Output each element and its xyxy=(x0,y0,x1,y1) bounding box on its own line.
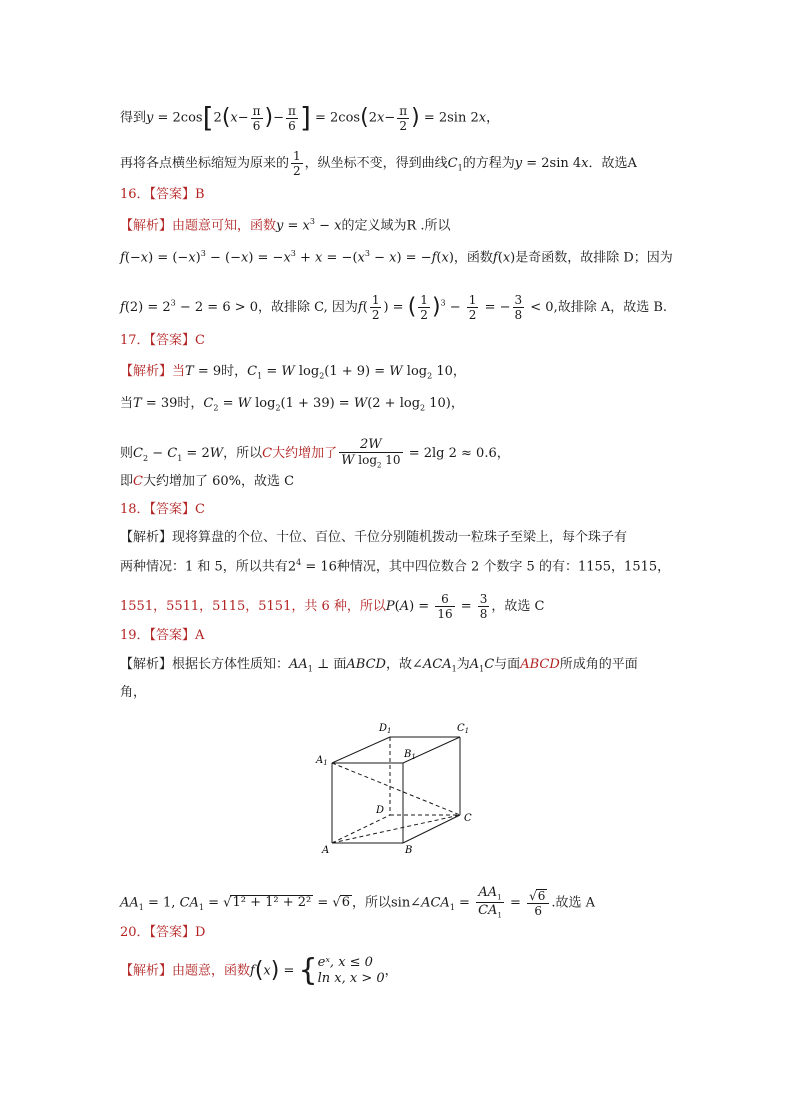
text: 的方程为 xyxy=(462,156,515,171)
text: .故选 A xyxy=(551,895,596,911)
q19-line-b: 角， xyxy=(120,685,147,700)
text: 是奇函数，故排除 D；因为 xyxy=(515,250,673,266)
text: 时， xyxy=(221,364,248,379)
q16-line-a: 【解析】由题意可知，函数$y = x^3 - x$的定义域为R .所以 xyxy=(120,217,451,234)
q17-line-b: 当T = 39时，$C_2 = W$ $\log_2(1 + 39) = W(2 + \log_2 10)$， xyxy=(120,396,464,413)
text: 大约增加了 xyxy=(272,446,338,462)
q19-line-a: 【解析】根据长方体性质知：$AA_1$ ⊥ 面ABCD，故$\angle ACA_1$为$A_1C$与面ABCD所成角的平面 xyxy=(120,657,638,674)
label-a1: $A_1$ xyxy=(316,755,328,767)
q18-line-a xyxy=(120,531,627,544)
line-1: 得到y = 2cos[2(x− $\frac{\pi}{6}$ )− $\frac{\pi}{6}$ ] = 2cos(2x− $\frac{\pi}{2}$ ) = 2sin 2x， xyxy=(120,101,500,134)
text: 当 xyxy=(120,396,134,411)
text: 面 xyxy=(333,657,347,672)
cuboid-diagram xyxy=(310,715,480,855)
q20-line-a: 【解析】由题意，函数f(x) = { eˣ, x ≤ 0 ln x, x > 0 ， xyxy=(120,953,398,988)
q19-line-d: $AA_1 = 1$, $CA_1 = √1^2 + 1^2 + 2^2 = √6$ ，所以$\sin\angle ACA_1$ = $\frac{AA_1}{CA_1}$ = $\frac{√6}{6}$ .故选 A xyxy=(120,885,596,920)
q17-line-c: 则$C_2 - C_1 = 2W$，所以C大约增加了 $\frac{2W}{W \log_2 10}$ = 2lg 2 ≈ 0.6， xyxy=(120,437,510,470)
text: 【解析】现将算盘的个位、十位、百位、千位分别随机拨动一粒珠子至梁上，每个珠子有 xyxy=(120,530,628,545)
q17-line-d: 即C大约增加了 60%，故选 C xyxy=(120,474,295,489)
text: ，纵坐标不变，得到曲线 xyxy=(304,156,448,171)
piecewise-case-2: ln x, x > 0 xyxy=(317,971,385,986)
line-2: 再将各点横坐标缩短为原来的 $\frac{1}{2}$ ，纵坐标不变，得到曲线$C_1$的方程为y = 2sin 4x．故选A xyxy=(120,149,637,178)
edge-bc xyxy=(403,815,460,843)
q16-answer-head: 16．【答案】B xyxy=(120,187,205,202)
text: 与面 xyxy=(494,657,521,672)
text: ，函数 xyxy=(453,250,493,266)
q18-line-b: 两种情况：1 和 5，所以共有$2^4 = 16$种情况，其中四位数合 2 个数字 5 的有：1155，1515， xyxy=(120,558,671,575)
q18-answer-head: 18．【答案】C xyxy=(120,502,205,517)
diag-ac xyxy=(332,815,460,843)
text: 【解析】由题意可知，函数 xyxy=(120,218,277,234)
q16-line-c: $f(2) = 2^3 - 2 = 6 > 0$，故排除 C, 因为f( $\frac{1}{2}$ ) = ( $\frac{1}{2}$ )$^3$ − $\frac{1}{2}$ = − $\frac{3}{8}$ < 0,故排除 A，故选 B. xyxy=(120,293,668,322)
text: ，故选 C xyxy=(491,599,545,614)
text: 大约增加了 60%，故选 C xyxy=(142,474,295,489)
edge-ad xyxy=(332,815,390,843)
label-d1: $D_1$ xyxy=(379,723,392,735)
text: 即 xyxy=(120,474,134,489)
text: 则 xyxy=(120,446,134,462)
text: ，所以 xyxy=(223,446,263,462)
label-b1: $B_1$ xyxy=(404,749,416,761)
label-b: B xyxy=(405,845,413,855)
text: ，所以 xyxy=(351,895,391,911)
text: 【解析】当 xyxy=(120,364,186,379)
text: 的定义域为R .所以 xyxy=(341,218,451,234)
piecewise-case-1: eˣ, x ≤ 0 xyxy=(317,955,373,970)
text: 再将各点横坐标缩短为原来的 xyxy=(120,156,290,171)
text: ,故排除 A，故选 B. xyxy=(553,300,668,315)
q16-line-b: $f(-x) = (-x)^3 - (-x) = -x^3 + x = -(x^3 - x) = -f(x)$，函数f(x)是奇函数，故排除 D；因为 xyxy=(120,249,673,266)
text: 时， xyxy=(177,396,204,411)
text: ．故选A xyxy=(588,156,637,171)
text: 得到 xyxy=(120,110,147,126)
math-y: y xyxy=(146,110,154,126)
text: 种情况，其中四位数合 2 个数字 5 的有：1155，1515， xyxy=(336,559,671,575)
text: 【解析】根据长方体性质知： xyxy=(120,657,290,672)
label-c: C xyxy=(464,813,472,824)
q20-answer-head: 20．【答案】D xyxy=(120,925,206,940)
q17-answer-head: 17．【答案】C xyxy=(120,333,205,348)
q18-line-c: 1551，5511，5115，5151，共 6 种，所以P(A) = $\frac{6}{16}$ = $\frac{3}{8}$ ，故选 C xyxy=(120,592,545,621)
text: ，故 xyxy=(385,657,412,672)
text: ，故排除 C, 因为 xyxy=(258,300,358,315)
label-d: D xyxy=(376,805,385,816)
text: 【解析】由题意，函数 xyxy=(120,963,251,979)
text: 为 xyxy=(456,657,470,672)
q17-line-a: 【解析】当T = 9时，$C_1 = W$ $\log_2(1 + 9) = W$ $\log_2 10$， xyxy=(120,364,466,381)
text: 所成角的平面 xyxy=(559,657,638,672)
text: ， xyxy=(384,963,398,979)
edge-a1d1 xyxy=(332,737,390,763)
diag-a1c xyxy=(332,763,460,815)
text: 1551，5511，5115，5151，共 6 种，所以 xyxy=(120,599,386,614)
label-a: A xyxy=(322,845,330,855)
q19-answer-head: 19．【答案】A xyxy=(120,628,205,643)
label-c1: $C_1$ xyxy=(457,723,470,735)
text: 两种情况：1 和 5，所以共有 xyxy=(120,559,288,575)
